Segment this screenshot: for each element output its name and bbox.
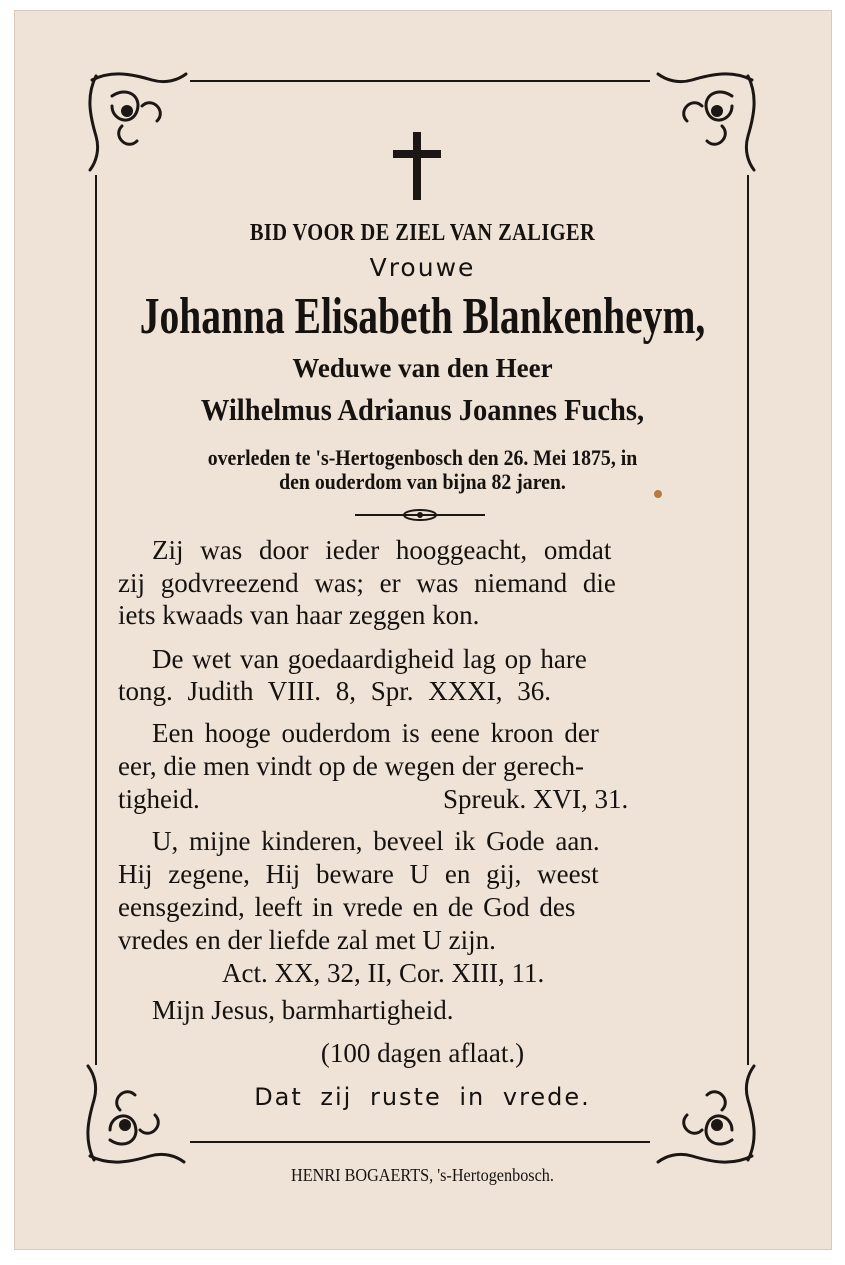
printer-credit: HENRI BOGAERTS, 's-Hertogenbosch. bbox=[291, 1165, 554, 1185]
p2-line1: De wet van goedaardigheid lag op hare bbox=[152, 644, 587, 674]
p1-line3: iets kwaads van haar zeggen kon. bbox=[118, 600, 480, 630]
death-details-line1: overleden te 's-Hertogenbosch den 26. Mei 1875, in bbox=[207, 445, 638, 470]
corner-ornament-icon bbox=[652, 66, 762, 176]
corner-ornament-icon bbox=[652, 1060, 762, 1170]
p4-reference: Act. XX, 32, II, Cor. XIII, 11. bbox=[222, 958, 545, 988]
widow-of: Weduwe van den Heer bbox=[292, 353, 553, 383]
border-top bbox=[190, 80, 650, 82]
corner-ornament-icon bbox=[80, 1060, 190, 1170]
border-left bbox=[95, 175, 97, 1065]
corner-ornament-icon bbox=[82, 66, 192, 176]
p3-reference: Spreuk. XVI, 31. bbox=[443, 784, 629, 814]
p4-line2: Hij zegene, Hij beware U en gij, weest bbox=[118, 859, 599, 889]
cross-icon bbox=[393, 132, 441, 200]
border-right bbox=[747, 175, 749, 1065]
header-line1: BID VOOR DE ZIEL VAN ZALIGER bbox=[249, 220, 596, 246]
p4-line4: vredes en der liefde zal met U zijn. bbox=[118, 925, 496, 955]
deceased-name: Johanna Elisabeth Blankenheym, bbox=[139, 288, 706, 345]
p4-line3: eensgezind, leeft in vrede en de God des bbox=[118, 892, 576, 922]
indulgence-line: (100 dagen aflaat.) bbox=[320, 1038, 525, 1068]
death-details-line2: den ouderdom van bijna 82 jaren. bbox=[279, 469, 566, 494]
paper-stain bbox=[654, 490, 662, 498]
p5-line: Mijn Jesus, barmhartigheid. bbox=[152, 995, 454, 1025]
border-bottom bbox=[190, 1141, 650, 1143]
p3-line1: Een hooge ouderdom is eene kroon der bbox=[152, 718, 599, 748]
rest-in-peace: Dat zij ruste in vrede. bbox=[254, 1083, 591, 1111]
p2-line2: tong. Judith VIII. 8, Spr. XXXI, 36. bbox=[118, 676, 552, 706]
p3-line3: tigheid. bbox=[118, 784, 200, 814]
husband-name: Wilhelmus Adrianus Joannes Fuchs, bbox=[200, 392, 645, 427]
p1-line1-text: Zij was door ieder hooggeacht, omdat bbox=[152, 535, 612, 565]
p1-line1 bbox=[152, 535, 724, 566]
p4-line1: U, mijne kinderen, beveel ik Gode aan. bbox=[152, 826, 600, 856]
p3-line2: eer, die men vindt op de wegen der gerech- bbox=[118, 751, 584, 781]
p1-line2: zij godvreezend was; er was niemand die bbox=[118, 568, 616, 598]
header-vrouwe: Vrouwe bbox=[369, 253, 476, 282]
divider-ornament-icon bbox=[355, 508, 485, 522]
